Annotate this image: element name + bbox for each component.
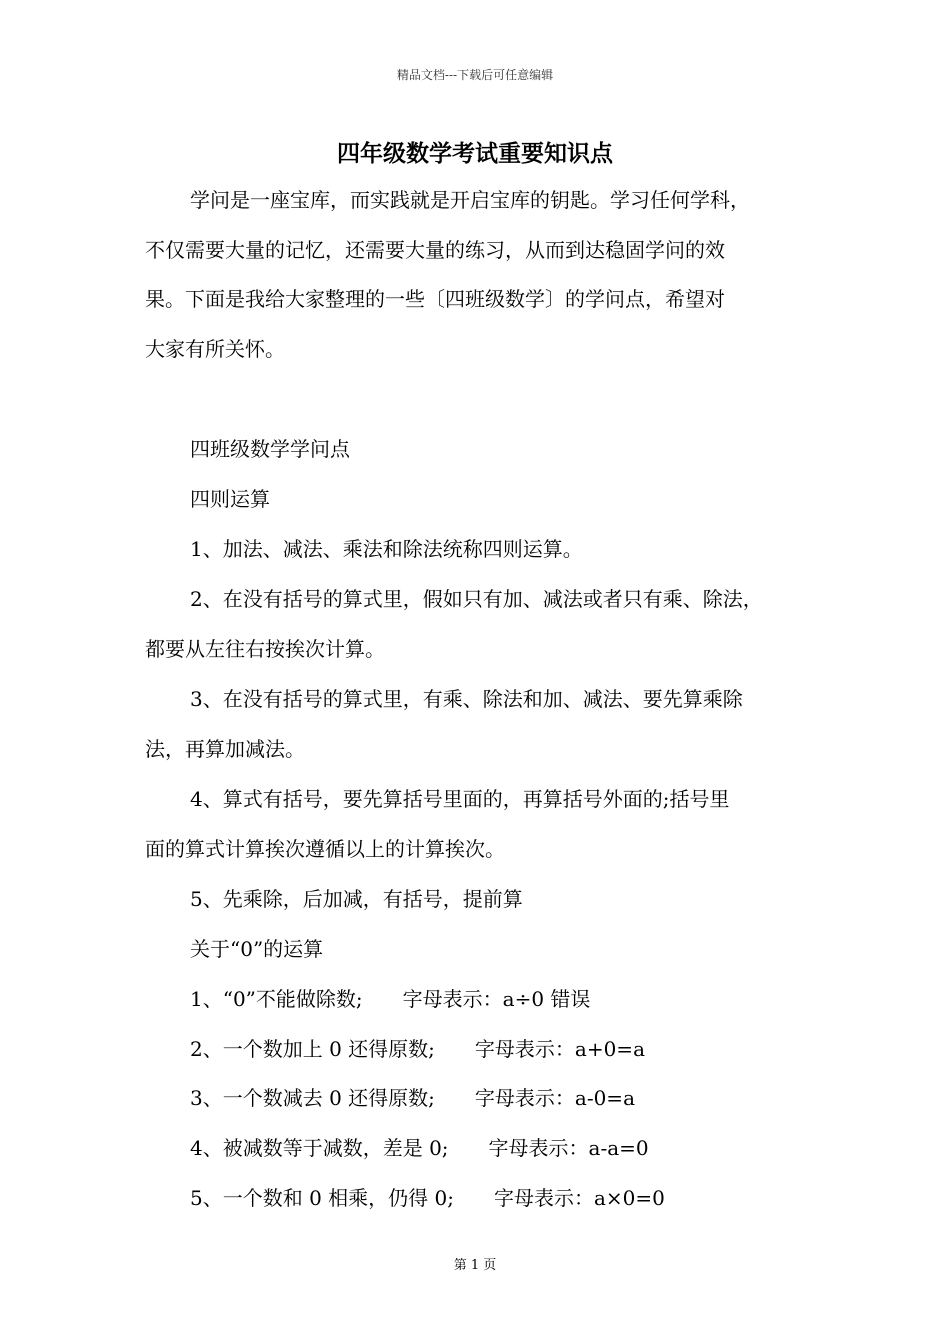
rule-4-line-1: 4、算式有括号，要先算括号里面的，再算括号外面的;括号里 xyxy=(190,787,730,811)
zero-rule-formula: 字母表示：a+0=a xyxy=(474,1037,645,1061)
document-title: 四年级数学考试重要知识点 xyxy=(337,140,613,167)
intro-line-1: 学问是一座宝库，而实践就是开启宝库的钥匙。学习任何学科， xyxy=(190,188,750,212)
intro-line-2: 不仅需要大量的记忆，还需要大量的练习，从而到达稳固学问的效 xyxy=(145,238,725,262)
zero-rule-formula: 字母表示：a-0=a xyxy=(474,1086,635,1110)
intro-line-3: 果。下面是我给大家整理的一些〔四班级数学〕的学问点，希望对 xyxy=(145,287,725,311)
rule-4-line-2: 面的算式计算挨次遵循以上的计算挨次。 xyxy=(145,837,505,861)
rule-1: 1、加法、减法、乘法和除法统称四则运算。 xyxy=(190,537,583,561)
subsection-heading-arithmetic: 四则运算 xyxy=(190,487,270,511)
zero-rule-text: 2、一个数加上 0 还得原数; xyxy=(190,1037,435,1061)
zero-rule-text: 5、一个数和 0 相乘，仍得 0; xyxy=(190,1186,454,1210)
rule-2-line-1: 2、在没有括号的算式里，假如只有加、减法或者只有乘、除法， xyxy=(190,587,763,611)
rule-2-line-2: 都要从左往右按挨次计算。 xyxy=(145,637,385,661)
intro-line-4: 大家有所关怀。 xyxy=(145,337,285,361)
rule-3-line-1: 3、在没有括号的算式里，有乘、除法和加、减法、要先算乘除 xyxy=(190,687,743,711)
zero-rule-text: 3、一个数减去 0 还得原数; xyxy=(190,1086,435,1110)
zero-rule-text: 1、“0”不能做除数; xyxy=(190,987,363,1011)
zero-rule-4 xyxy=(190,1133,649,1163)
subsection-heading-zero: 关于“0”的运算 xyxy=(190,937,324,961)
zero-rule-5 xyxy=(190,1183,665,1213)
page-number: 第 1 页 xyxy=(453,1258,497,1273)
section-heading: 四班级数学学问点 xyxy=(190,437,350,461)
zero-rule-formula: 字母表示：a÷0 错误 xyxy=(402,987,591,1011)
zero-rule-1 xyxy=(190,984,590,1014)
rule-3-line-2: 法，再算加减法。 xyxy=(145,737,305,761)
zero-rule-formula: 字母表示：a×0=0 xyxy=(493,1186,665,1210)
zero-rule-text: 4、被减数等于减数，差是 0; xyxy=(190,1136,449,1160)
page-header: 精品文档---下载后可任意编辑 xyxy=(396,68,554,82)
rule-5: 5、先乘除，后加减，有括号，提前算 xyxy=(190,887,523,911)
zero-rule-2 xyxy=(190,1034,645,1064)
zero-rule-3 xyxy=(190,1083,635,1113)
zero-rule-formula: 字母表示：a-a=0 xyxy=(488,1136,649,1160)
